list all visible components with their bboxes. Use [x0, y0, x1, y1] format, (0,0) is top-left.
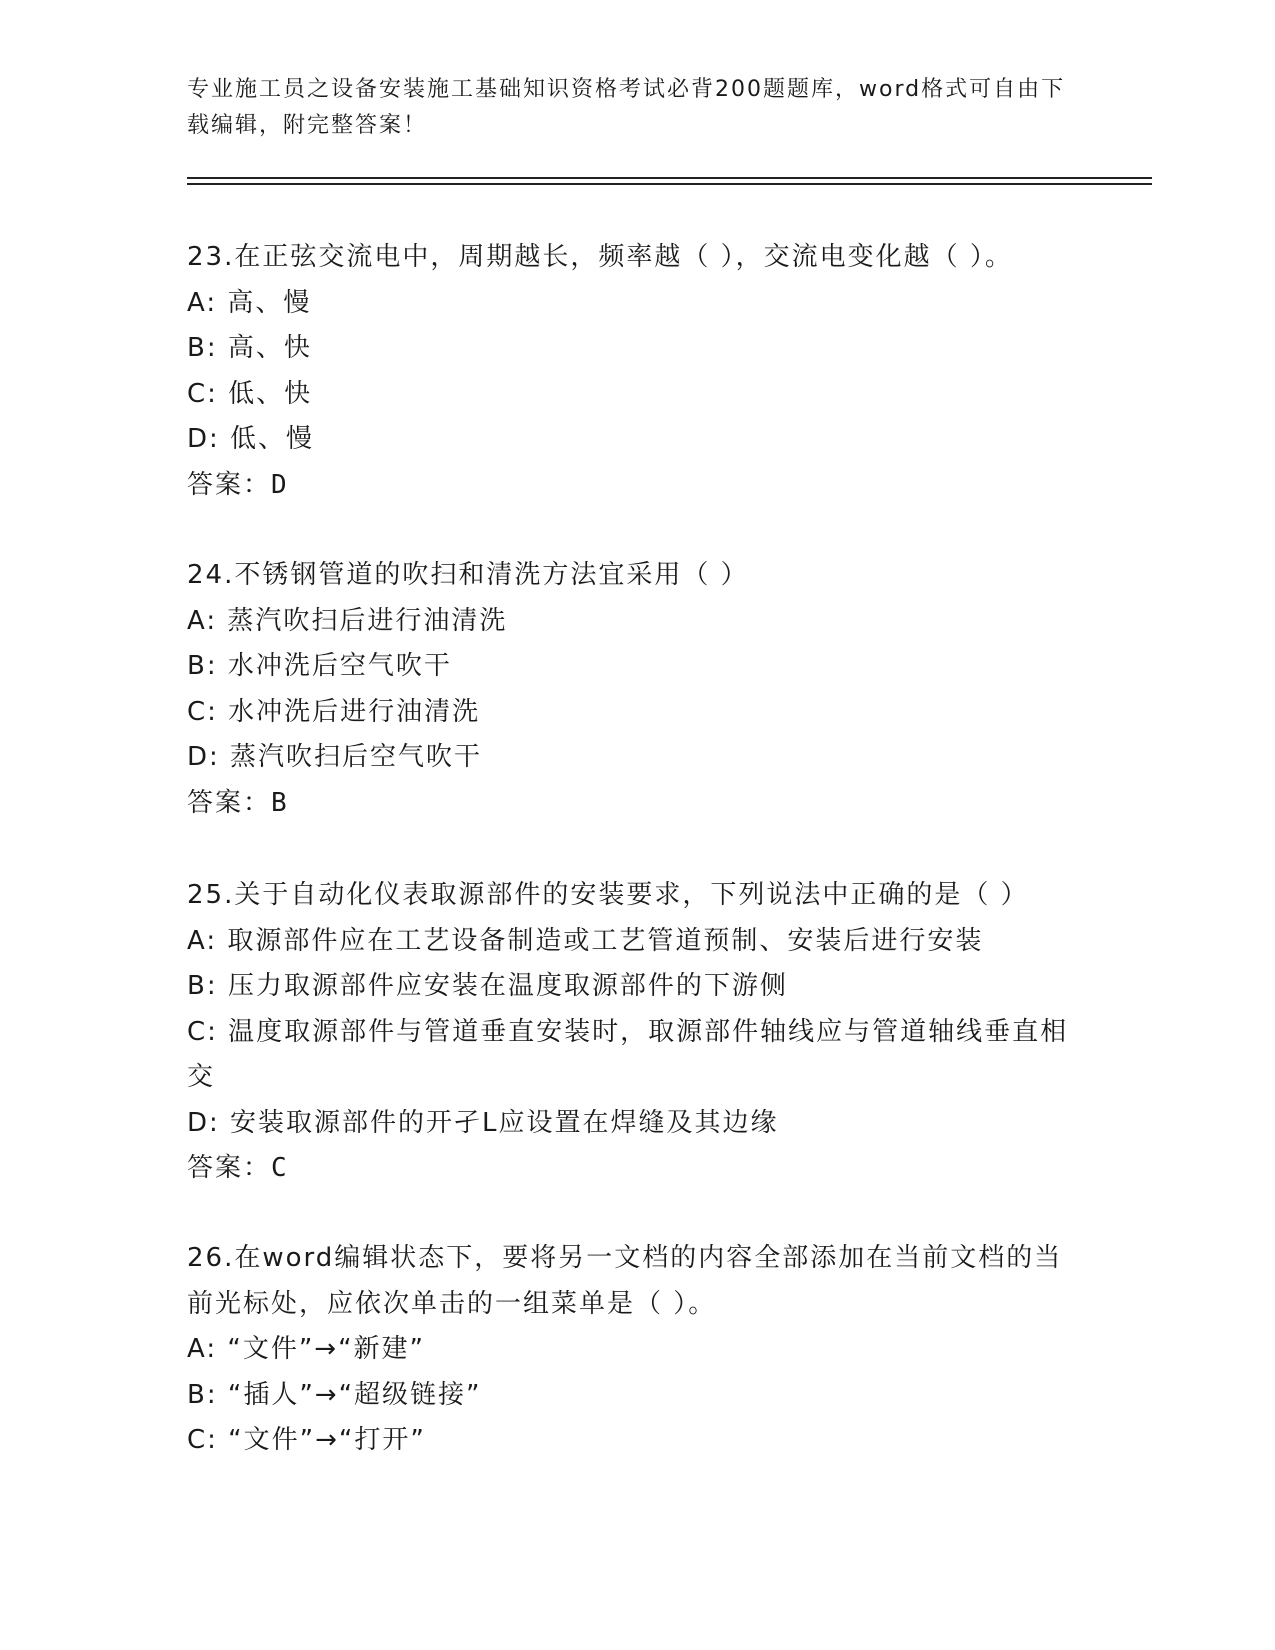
- question-24: [187, 553, 1087, 826]
- option-a: A: 高、慢: [187, 287, 312, 318]
- answer-label: 答案：: [187, 787, 272, 818]
- option-c: C: 低、快: [187, 378, 313, 409]
- header-rule-top: [187, 177, 1152, 179]
- question-26: [187, 1236, 1087, 1464]
- question-stem: 23.在正弦交流电中，周期越长，频率越（ ），交流电变化越（ ）。: [187, 242, 1013, 272]
- answer-label: 答案：: [187, 469, 272, 500]
- answer-label: 答案：: [187, 1153, 272, 1183]
- question-23: [187, 235, 1087, 508]
- option-d: D: 蒸汽吹扫后空气吹干: [187, 742, 483, 772]
- option-b: B: 高、快: [187, 333, 312, 363]
- header-rule-bottom: [187, 183, 1152, 185]
- document-header: 专业施工员之设备安装施工基础知识资格考试必背200题题库，word格式可自由下载编辑，附完整答案！: [187, 77, 1066, 138]
- option-c: C: 水冲洗后进行油清洗: [187, 696, 481, 727]
- question-25: [187, 873, 1087, 1192]
- option-a: A: 取源部件应在工艺设备制造或工艺管道预制、安装后进行安装: [187, 925, 984, 956]
- option-d: D: 低、慢: [187, 424, 315, 454]
- answer-value: B: [271, 787, 289, 818]
- question-stem: 25.关于自动化仪表取源部件的安装要求，下列说法中正确的是（ ）: [187, 880, 1029, 910]
- answer-value: D: [271, 469, 289, 500]
- option-b: B: 压力取源部件应安装在温度取源部件的下游侧: [187, 971, 788, 1001]
- answer-line: [187, 781, 1087, 827]
- answer-line: [187, 1146, 1087, 1192]
- answer-line: [187, 463, 1087, 509]
- answer-value: C: [271, 1153, 289, 1183]
- option-c: C: “文件”→“打开”: [187, 1425, 426, 1455]
- question-stem: 26.在word编辑状态下，要将另一文档的内容全部添加在当前文档的当前光标处，应依次单击的一组菜单是（ ）。: [187, 1243, 1063, 1319]
- option-c: C: 温度取源部件与管道垂直安装时，取源部件轴线应与管道轴线垂直相交: [187, 1016, 1069, 1092]
- option-b: B: “插人”→“超级链接”: [187, 1379, 482, 1410]
- option-a: A: 蒸汽吹扫后进行油清洗: [187, 605, 508, 636]
- question-stem: 24.不锈钢管道的吹扫和清洗方法宜采用（ ）: [187, 560, 749, 590]
- option-d: D: 安装取源部件的开孑L应设置在焊缝及其边缘: [187, 1107, 779, 1138]
- option-b: B: 水冲洗后空气吹干: [187, 651, 452, 681]
- option-a: A: “文件”→“新建”: [187, 1334, 426, 1364]
